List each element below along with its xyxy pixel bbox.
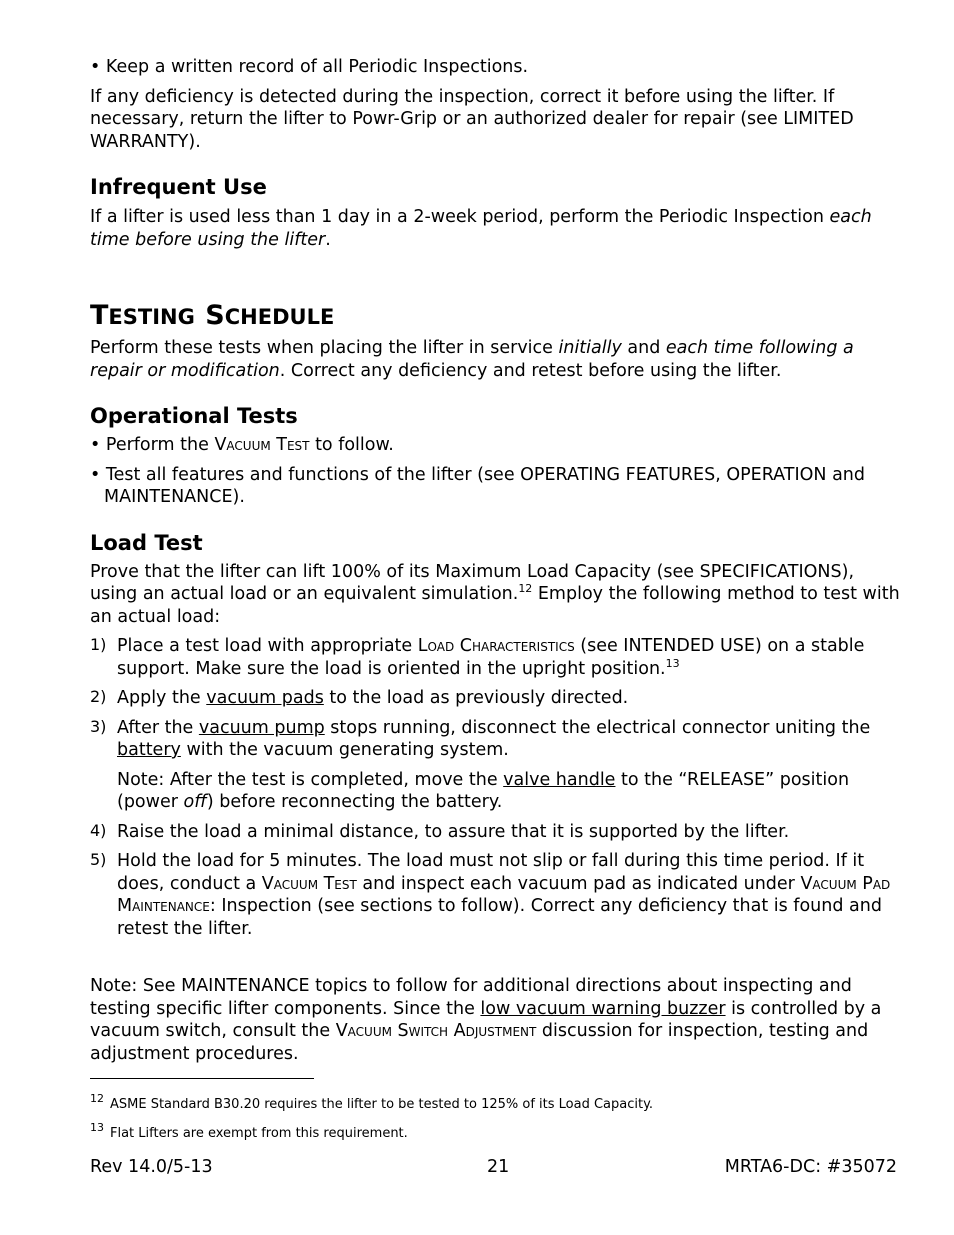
footer-revision: Rev 14.0/5-13 [90,1157,213,1177]
list-item: 4) Raise the load a minimal distance, to assure that it is supported by the lifter. [90,820,790,842]
infrequent-paragraph: If a lifter is used less than 1 day in a 2-week period, perform the Periodic Inspection each time before using the lifter. [90,207,872,250]
deficiency-paragraph: If any deficiency is detected during the inspection, correct it before using the lifter. If necessary, return the lifter to Powr-Grip or an authorized dealer for repair (see LIMITED WARRANTY). [90,86,854,152]
list-item: 5) Hold the load for 5 minutes. The load must not slip or fall during this time period. If it does, conduct a Vacuum Test and inspect each vacuum pad as indicated under Vacuum Pad Maintenance: Inspection (see sections to follow). Correct any deficiency that is found and retest the lifter. [90,850,891,939]
testing-intro: Perform these tests when placing the lifter in service initially and each time following a repair or modification. Correct any deficiency and retest before using the lifter. [90,338,854,381]
load-test-steps [90,635,900,940]
footnote-divider [90,1078,314,1079]
heading-infrequent-use: Infrequent Use [90,175,267,199]
heading-operational-tests: Operational Tests [90,404,298,428]
bullet-vacuum-test: • Perform the Vacuum Test to follow. [90,435,394,455]
step3-note: Note: After the test is completed, move the valve handle to the “RELEASE” position (power off) before reconnecting the battery. [117,769,850,812]
list-item: 1) Place a test load with appropriate Load Characteristics (see INTENDED USE) on a stable support. Make sure the load is oriented in the upright position.$^{13}$ [90,635,865,679]
bullet-test-features: • Test all features and functions of the lifter (see OPERATING FEATURES, OPERATION and MAINTENANCE). [90,464,865,507]
maintenance-note: Note: See MAINTENANCE topics to follow for additional directions about inspecting and testing specific lifter components. Since the low vacuum warning buzzer is controlled by a vacuum switch, consult the Vacuum Switch Adjustment discussion for inspection, testing and adjustment procedures. [90,976,882,1064]
heading-load-test: Load Test [90,530,203,555]
footnote-12: $^{12}$ ASME Standard B30.20 requires the lifter to be tested to 125% of its Load Capacity. [90,1092,654,1112]
heading-testing-schedule: Testing Schedule [90,297,335,332]
footer-document-id: MRTA6-DC: #35072 [724,1157,897,1177]
footnote-ref-13: 13 [665,656,680,670]
footer-page-number: 21 [487,1157,510,1177]
load-intro: Prove that the lifter can lift 100% of its Maximum Load Capacity (see SPECIFICATIONS), using an actual load or an equivalent simulation.$^{12}$ Employ the following method to test with an actual load: [90,561,900,627]
list-item: 3) After the vacuum pump stops running, disconnect the electrical connector uniting the battery with the vacuum generating system. Note: After the test is completed, move the valve handle to the “RELEASE” position (power off) before reconnecting the battery. [90,717,900,814]
footnote-ref-12: 12 [518,582,533,596]
footnote-13: $^{13}$ Flat Lifters are exempt from this requirement. [90,1121,408,1141]
page-body [90,56,900,1065]
bullet-written-record: • Keep a written record of all Periodic Inspections. [90,57,529,77]
list-item: 2) Apply the vacuum pads to the load as previously directed. [90,687,629,708]
